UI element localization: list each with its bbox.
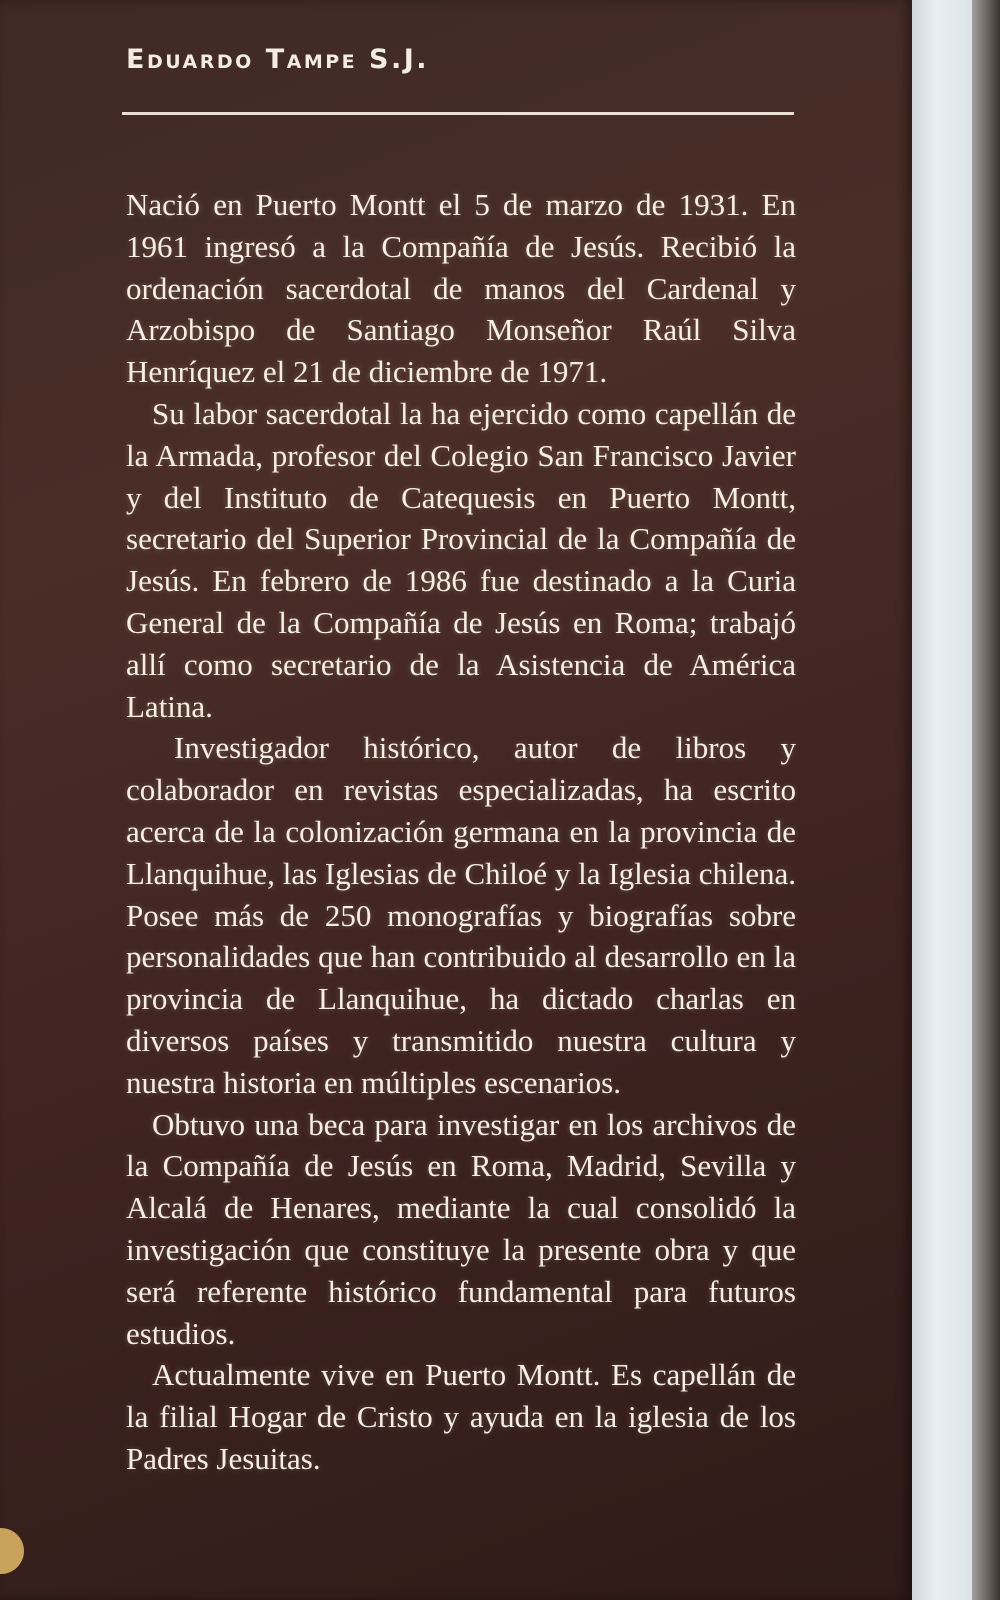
bio-paragraph-current: Actualmente vive en Puerto Montt. Es capellán de la filial Hogar de Cristo y ayuda en la iglesia de los Padres Jesuitas. (126, 1357, 796, 1476)
heading-divider (122, 112, 794, 115)
bio-paragraph-scholarship: Obtuvo una beca para investigar en los archivos de la Compañía de Jesús en Roma, Madrid, Sevilla y Alcalá de Henares, mediante la cual consolidó la investigación que constituye la presente obra y que será referente histórico fundamental para futuros estudios. (126, 1106, 796, 1351)
author-name-heading: Eduardo Tampe S.J. (126, 44, 430, 75)
biography-text (126, 184, 796, 1480)
background-surface (972, 0, 1000, 1600)
corner-ornament (0, 1528, 24, 1574)
bio-paragraph-birth: Nació en Puerto Montt el 5 de marzo de 1931. En 1961 ingresó a la Compañía de Jesús. Recibió la ordenación sacerdotal de manos del Cardenal y Arzobispo de Santiago Monseñor Raúl Silva Henríquez el 21 de diciembre de 1971. (126, 187, 796, 390)
bio-paragraph-ministry: Su labor sacerdotal la ha ejercido como capellán de la Armada, profesor del Colegio San Francisco Javier y del Instituto de Catequesis en Puerto Montt, secretario del Superior Provincial de la Compañía de Jesús. En febrero de 1986 fue destinado a la Curia General de la Compañía de Jesús en Roma; trabajó allí como secretario de la Asistencia de América Latina. (126, 395, 796, 724)
bio-paragraph-research: Investigador histórico, autor de libros y colaborador en revistas especializadas, ha escrito acerca de la colonización germana en la provincia de Llanquihue, las Iglesias de Chiloé y la Iglesia chilena. Posee más de 250 monografías y biografías sobre personalidades que han contribuido al desarrollo en la provincia de Llanquihue, ha dictado charlas en diversos países y transmitido nuestra cultura y nuestra historia en múltiples escenarios. (126, 730, 796, 1100)
book-pages-edge (912, 0, 972, 1600)
